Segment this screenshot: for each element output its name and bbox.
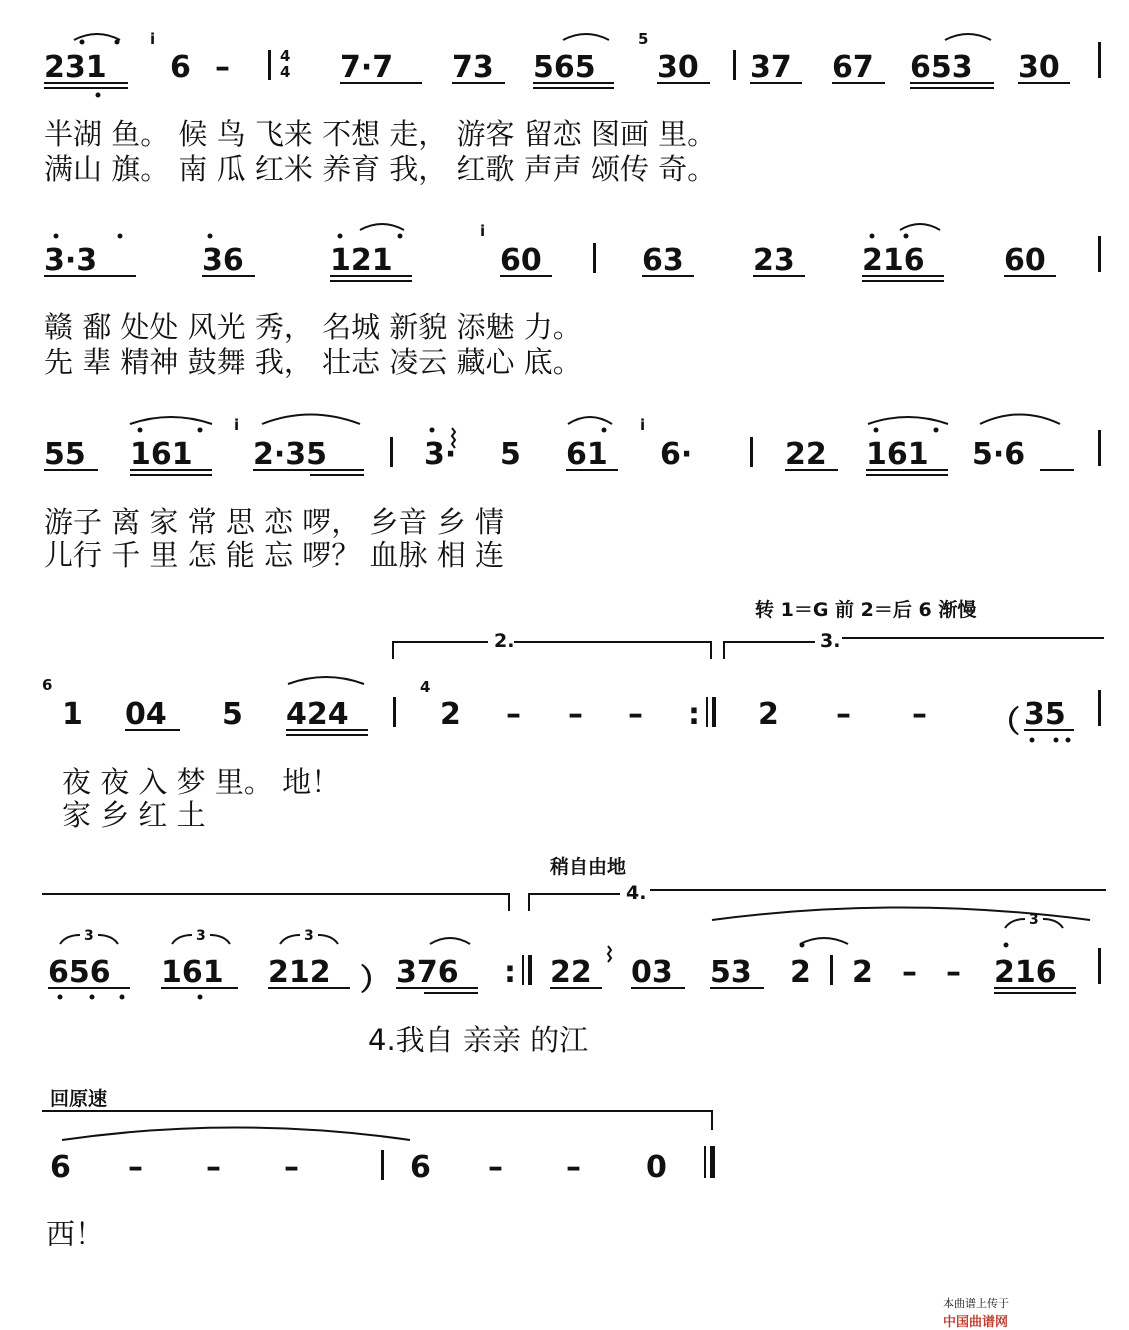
dash: – — [215, 50, 230, 85]
note-group: 67 — [832, 50, 874, 85]
note-group: 7·7 — [340, 50, 394, 85]
note-group: 53 — [710, 955, 752, 990]
note: 5 — [500, 437, 521, 472]
triplet-group: 212 — [268, 955, 331, 990]
note-group: 653 — [910, 50, 973, 85]
dash: – — [488, 1150, 503, 1185]
grace-note: i — [234, 416, 240, 434]
note-group: 216 — [862, 243, 925, 278]
note-group: 22 — [785, 437, 827, 472]
grace-note: i — [640, 416, 646, 434]
dash: – — [284, 1150, 299, 1185]
tempo-marking: 稍自由地 — [550, 856, 627, 878]
note-group: 231 — [44, 50, 107, 85]
note-group: 55 — [44, 437, 86, 472]
time-sig-bottom: 4 — [280, 63, 291, 81]
footer-credit — [936, 1282, 1009, 1330]
note: 0 — [646, 1150, 667, 1185]
dash: – — [206, 1150, 221, 1185]
note-group: 22 — [550, 955, 592, 990]
triplet-number: 3 — [196, 928, 206, 944]
note: 2 — [852, 955, 873, 990]
note-group: 37 — [750, 50, 792, 85]
note-group: 60 — [500, 243, 542, 278]
triplet-number: 3 — [84, 928, 94, 944]
note-group: 5·6 — [972, 437, 1026, 472]
note-group: 73 — [452, 50, 494, 85]
note-group: 3·3 — [44, 243, 98, 278]
note-group: 161 — [130, 437, 193, 472]
triplet-group: 656 — [48, 955, 111, 990]
triplet-group: 161 — [161, 955, 224, 990]
volta-3-label: 3. — [820, 630, 841, 652]
grace-note: i — [150, 30, 156, 48]
note-group: 61 — [566, 437, 608, 472]
repeat-dots: : — [688, 697, 700, 732]
tempo-marking: 回原速 — [50, 1088, 108, 1110]
lyric-line-2: 先 辈 精神 鼓舞 我， 壮志 凌云 藏心 底。 — [44, 345, 582, 379]
grace-note: 5 — [638, 30, 649, 48]
time-sig-top: 4 — [420, 678, 431, 696]
paren-open: （ — [990, 705, 1020, 740]
time-sig-top: 4 — [280, 47, 291, 65]
note-group: 121 — [330, 243, 393, 278]
note-group: 03 — [631, 955, 673, 990]
note-group: 60 — [1004, 243, 1046, 278]
triplet-number: 3 — [1029, 912, 1039, 928]
site-logo[interactable]: 中国曲谱网 — [943, 1315, 1009, 1330]
dash: – — [506, 697, 521, 732]
volta-4-label: 4. — [626, 882, 647, 904]
note-group: 2·35 — [253, 437, 328, 472]
note: 6 — [410, 1150, 431, 1185]
lyric-line-2: 家 乡 红 土 — [62, 798, 206, 832]
note-group: 424 — [286, 697, 349, 732]
note-group: 36 — [202, 243, 244, 278]
lyric-line-1: 半湖 鱼。 候 鸟 飞来 不想 走， 游客 留恋 图画 里。 — [44, 117, 717, 151]
note-group: 161 — [866, 437, 929, 472]
note-group: 63 — [642, 243, 684, 278]
footer-text: 本曲谱上传于 — [943, 1297, 1009, 1310]
dash: – — [902, 955, 917, 990]
volta-2-label: 2. — [494, 630, 515, 652]
dash: – — [628, 697, 643, 732]
grace-note: 6 — [42, 676, 53, 694]
note: 2 — [440, 697, 461, 732]
triplet-number: 3 — [304, 928, 314, 944]
note: 1 — [62, 697, 83, 732]
lyric-line-2: 儿行 千 里 怎 能 忘 啰？ 血脉 相 连 — [44, 538, 504, 572]
lyric-line-2: 满山 旗。 南 瓜 红米 养育 我， 红歌 声声 颂传 奇。 — [44, 152, 717, 186]
lyric-line-1: 西！ — [46, 1217, 105, 1251]
lyric-line-1: 4.我自 亲亲 的江 — [368, 1023, 589, 1057]
triplet-group: 216 — [994, 955, 1057, 990]
key-change-label: 转 1＝G 前 2＝后 6 渐慢 — [755, 599, 977, 621]
note: 2 — [790, 955, 811, 990]
dash: – — [836, 697, 851, 732]
lyric-line-1: 游子 离 家 常 思 恋 啰， 乡音 乡 情 — [44, 505, 504, 539]
note-group: 04 — [125, 697, 167, 732]
note-group: 30 — [657, 50, 699, 85]
note: 6 — [170, 50, 191, 85]
note-group: 30 — [1018, 50, 1060, 85]
note-group: 376 — [396, 955, 459, 990]
note-group: 565 — [533, 50, 596, 85]
note: 6 — [50, 1150, 71, 1185]
dash: – — [912, 697, 927, 732]
note-group: 3· — [424, 437, 457, 472]
note: 2 — [758, 697, 779, 732]
lyric-line-1: 夜 夜 入 梦 里。 地！ — [62, 765, 341, 799]
repeat-dots: : — [504, 955, 516, 990]
note-group: 23 — [753, 243, 795, 278]
grace-note: i — [480, 222, 486, 240]
dash: – — [946, 955, 961, 990]
dash: – — [566, 1150, 581, 1185]
note: 6· — [660, 437, 693, 472]
note: 5 — [222, 697, 243, 732]
dash: – — [568, 697, 583, 732]
paren-close: ） — [360, 963, 390, 998]
dash: – — [128, 1150, 143, 1185]
lyric-line-1: 赣 鄱 处处 风光 秀， 名城 新貌 添魅 力。 — [44, 310, 582, 344]
note-group: 35 — [1024, 697, 1066, 732]
